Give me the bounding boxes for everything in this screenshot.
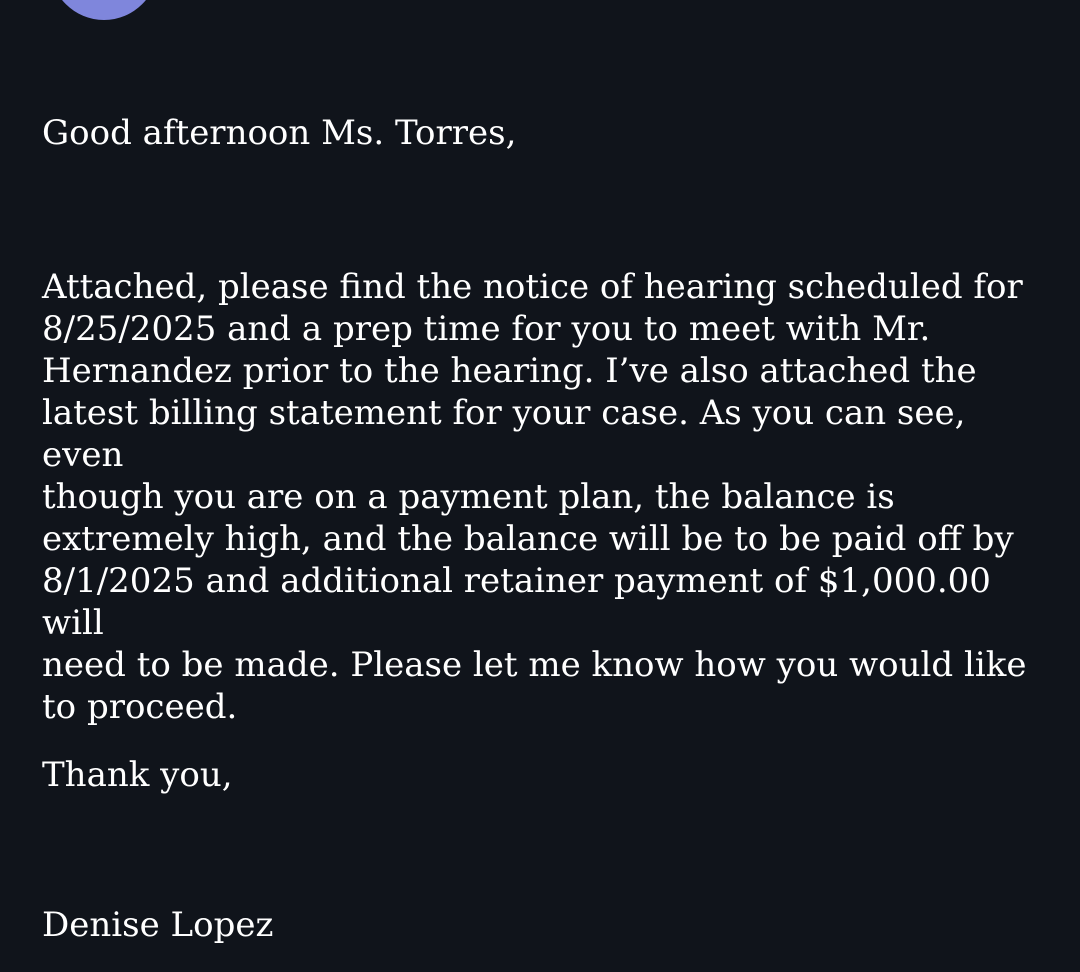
body-paragraph: Attached, please find the notice of hearing scheduled for 8/25/2025 and a prep time for you to meet with Mr. Hernandez prior to the hearing. I’ve also attached the latest billing statement for your case. As you can see, even though you are on a payment plan, the balance is extremely high, and the balance will be to be paid off by 8/1/2025 and additional retainer payment of $1,000.00 will need to be made. Please let me know how you would like to proceed. [42,267,1027,727]
avatar[interactable] [50,0,158,20]
closing: Thank you, [42,755,233,795]
signature: Denise Lopez [42,905,274,945]
greeting: Good afternoon Ms. Torres, [42,113,517,153]
